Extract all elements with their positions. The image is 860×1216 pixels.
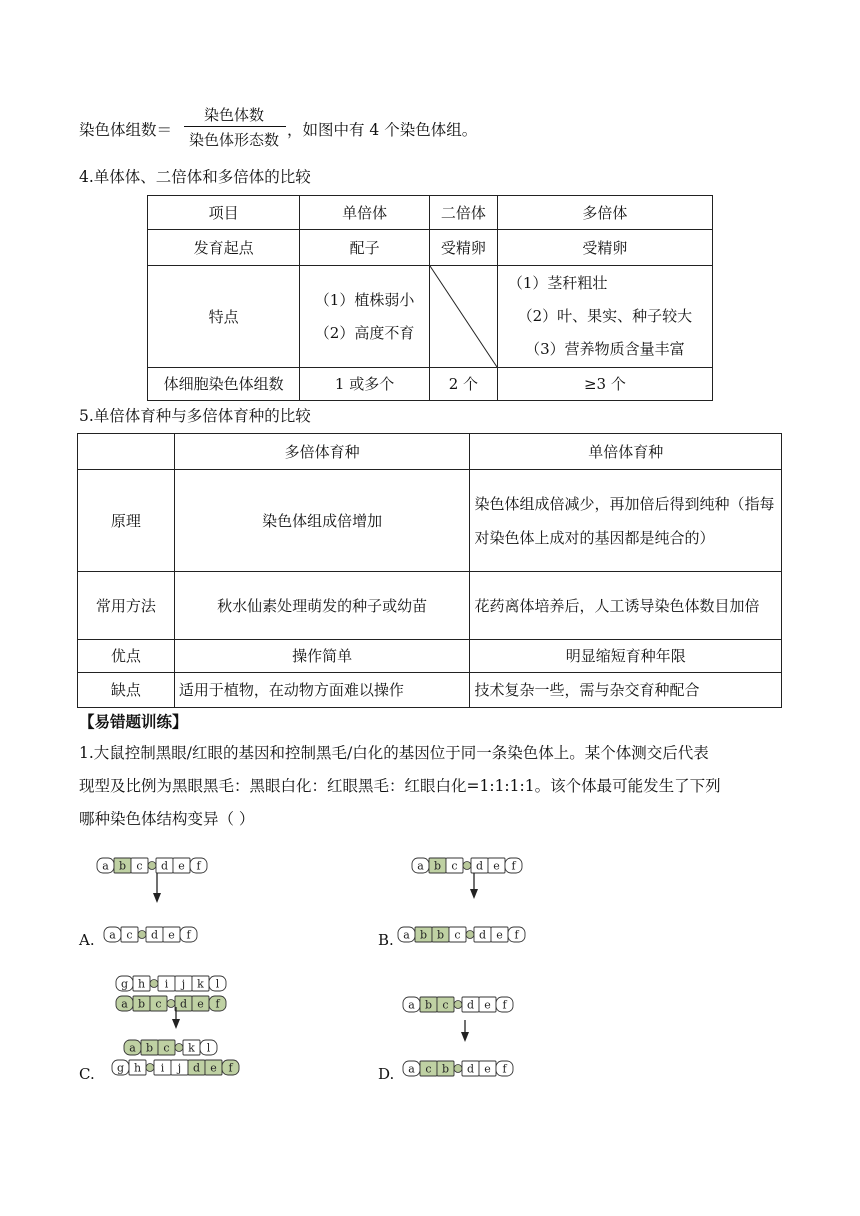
- table-cell: 秋水仙素处理萌发的种子或幼苗: [174, 572, 470, 640]
- table-cell: 受精卵: [429, 230, 497, 266]
- trait-line: （1）植株弱小: [314, 290, 415, 309]
- chromosome: [403, 997, 513, 1012]
- table-cell: 操作简单: [174, 640, 470, 673]
- centromere: [148, 862, 156, 870]
- gene-label: a: [102, 859, 109, 873]
- formula-rest: ，如图中有 4 个染色体组。: [287, 121, 478, 139]
- gene-label: b: [137, 997, 146, 1011]
- gene-label: h: [133, 1061, 142, 1075]
- chromosome: [104, 927, 197, 942]
- section5-title: 5.单倍体育种与多倍体育种的比较: [79, 407, 311, 425]
- option-c-label[interactable]: C.: [79, 1065, 95, 1083]
- gene-label: a: [417, 859, 424, 873]
- gene-label: d: [179, 997, 188, 1011]
- gene-label: f: [186, 928, 191, 942]
- gene-label: b: [424, 998, 433, 1012]
- chromosome: [398, 927, 525, 942]
- gene-label: l: [206, 1041, 211, 1055]
- table-cell: 1 或多个: [300, 368, 430, 401]
- gene-label: a: [129, 1041, 136, 1055]
- trait-line: （2）高度不育: [314, 323, 415, 342]
- gene-label: a: [109, 928, 116, 942]
- gene-label: i: [160, 1061, 165, 1075]
- chromosome: [124, 1040, 217, 1055]
- arrow-icon: [470, 873, 478, 899]
- chromosome: [116, 996, 226, 1011]
- arrow-icon: [461, 1020, 469, 1042]
- gene-label: f: [228, 1061, 233, 1075]
- arrow-icon: [153, 873, 161, 903]
- gene-label: d: [466, 1062, 475, 1076]
- gene-label: d: [466, 998, 475, 1012]
- gene-label: f: [215, 997, 220, 1011]
- gene-label: f: [196, 859, 201, 873]
- table-cell: 配子: [300, 230, 430, 266]
- gene-label: c: [126, 928, 133, 942]
- question-line: 1.大鼠控制黑眼/红眼的基因和控制黑毛/白化的基因位于同一条染色体上。某个体测交后代表: [79, 744, 709, 762]
- gene-label: d: [475, 859, 484, 873]
- centromere: [463, 862, 471, 870]
- question-line: 哪种染色体结构变异（ ）: [79, 810, 255, 828]
- gene-label: a: [403, 928, 410, 942]
- gene-label: b: [433, 859, 442, 873]
- gene-label: k: [188, 1041, 195, 1055]
- gene-label: b: [118, 859, 127, 873]
- gene-label: f: [514, 928, 519, 942]
- table-cell: 花药离体培养后，人工诱导染色体数目加倍: [470, 572, 782, 640]
- gene-label: e: [168, 928, 175, 942]
- table-cell: 染色体组成倍减少，再加倍后得到纯种（指每对染色体上成对的基因都是纯合的）: [470, 470, 782, 572]
- chromosome: [412, 858, 522, 873]
- chromosome: [97, 858, 207, 873]
- option-d-label[interactable]: D.: [378, 1065, 395, 1083]
- table-cell: ≥3 个: [497, 368, 712, 401]
- table-cell: 缺点: [78, 673, 175, 708]
- table-cell: 常用方法: [78, 572, 175, 640]
- gene-label: b: [145, 1041, 154, 1055]
- gene-label: e: [484, 998, 491, 1012]
- gene-label: j: [177, 1061, 182, 1075]
- table-cell: 技术复杂一些，需与杂交育种配合: [470, 673, 782, 708]
- centromere: [167, 1000, 175, 1008]
- gene-label: c: [163, 1041, 170, 1055]
- gene-label: e: [178, 859, 185, 873]
- formula-denominator: 染色体形态数: [188, 131, 279, 149]
- table-header: 多倍体育种: [174, 434, 470, 470]
- table-cell: 体细胞染色体组数: [148, 368, 300, 401]
- gene-label: f: [502, 1062, 507, 1076]
- gene-label: l: [215, 977, 220, 991]
- option-b-label[interactable]: B.: [378, 931, 394, 949]
- table-header: 单倍体: [300, 196, 430, 230]
- gene-label: g: [120, 977, 129, 991]
- centromere: [146, 1064, 154, 1072]
- gene-label: d: [478, 928, 487, 942]
- gene-label: a: [408, 998, 415, 1012]
- chromosome: [112, 1060, 239, 1075]
- table-cell: 明显缩短育种年限: [470, 640, 782, 673]
- gene-label: f: [511, 859, 516, 873]
- centromere: [138, 931, 146, 939]
- table-header: 二倍体: [429, 196, 497, 230]
- centromere: [150, 980, 158, 988]
- gene-label: e: [197, 997, 204, 1011]
- trait-line: （2）叶、果实、种子较大: [517, 307, 693, 325]
- gene-label: e: [493, 859, 500, 873]
- gene-label: c: [136, 859, 143, 873]
- practice-heading: 【易错题训练】: [79, 712, 188, 731]
- centromere: [466, 931, 474, 939]
- gene-label: a: [121, 997, 128, 1011]
- table-cell: 优点: [78, 640, 175, 673]
- gene-label: e: [484, 1062, 491, 1076]
- table-header: 项目: [148, 196, 300, 230]
- trait-line: （3）营养物质含量丰富: [525, 340, 685, 358]
- table-header: 多倍体: [497, 196, 712, 230]
- gene-label: b: [441, 1062, 450, 1076]
- gene-label: k: [197, 977, 204, 991]
- table-cell: 受精卵: [497, 230, 712, 266]
- section4-title: 4.单体体、二倍体和多倍体的比较: [79, 168, 311, 186]
- gene-label: f: [502, 998, 507, 1012]
- chromosome: [403, 1061, 513, 1076]
- centromere: [454, 1065, 462, 1073]
- gene-label: d: [150, 928, 159, 942]
- gene-label: j: [181, 977, 186, 991]
- centromere: [454, 1001, 462, 1009]
- option-a-label[interactable]: A.: [79, 931, 95, 949]
- gene-label: i: [164, 977, 169, 991]
- trait-line: （1）茎秆粗壮: [507, 274, 608, 292]
- gene-label: d: [160, 859, 169, 873]
- table-header: 单倍体育种: [470, 434, 782, 470]
- gene-label: a: [408, 1062, 415, 1076]
- gene-label: b: [419, 928, 428, 942]
- gene-label: g: [116, 1061, 125, 1075]
- gene-label: e: [496, 928, 503, 942]
- table-cell: 发育起点: [148, 230, 300, 266]
- table-cell: 适用于植物，在动物方面难以操作: [174, 673, 470, 708]
- gene-label: c: [425, 1062, 432, 1076]
- gene-label: d: [192, 1061, 201, 1075]
- table-cell: 染色体组成倍增加: [174, 470, 470, 572]
- gene-label: c: [451, 859, 458, 873]
- formula-numerator: 染色体数: [203, 106, 264, 124]
- question-line: 现型及比例为黑眼黑毛：黑眼白化：红眼黑毛：红眼白化=1:1:1:1。该个体最可能发生了下列: [79, 777, 721, 795]
- gene-label: e: [210, 1061, 217, 1075]
- chromosome: [116, 976, 226, 991]
- table-cell: 2 个: [429, 368, 497, 401]
- gene-label: c: [155, 997, 162, 1011]
- gene-label: h: [137, 977, 146, 991]
- table-cell: 原理: [78, 470, 175, 572]
- gene-label: c: [454, 928, 461, 942]
- formula-lhs: 染色体组数＝: [79, 121, 173, 139]
- table-cell: 特点: [148, 266, 300, 368]
- centromere: [175, 1044, 183, 1052]
- gene-label: c: [442, 998, 449, 1012]
- gene-label: b: [436, 928, 445, 942]
